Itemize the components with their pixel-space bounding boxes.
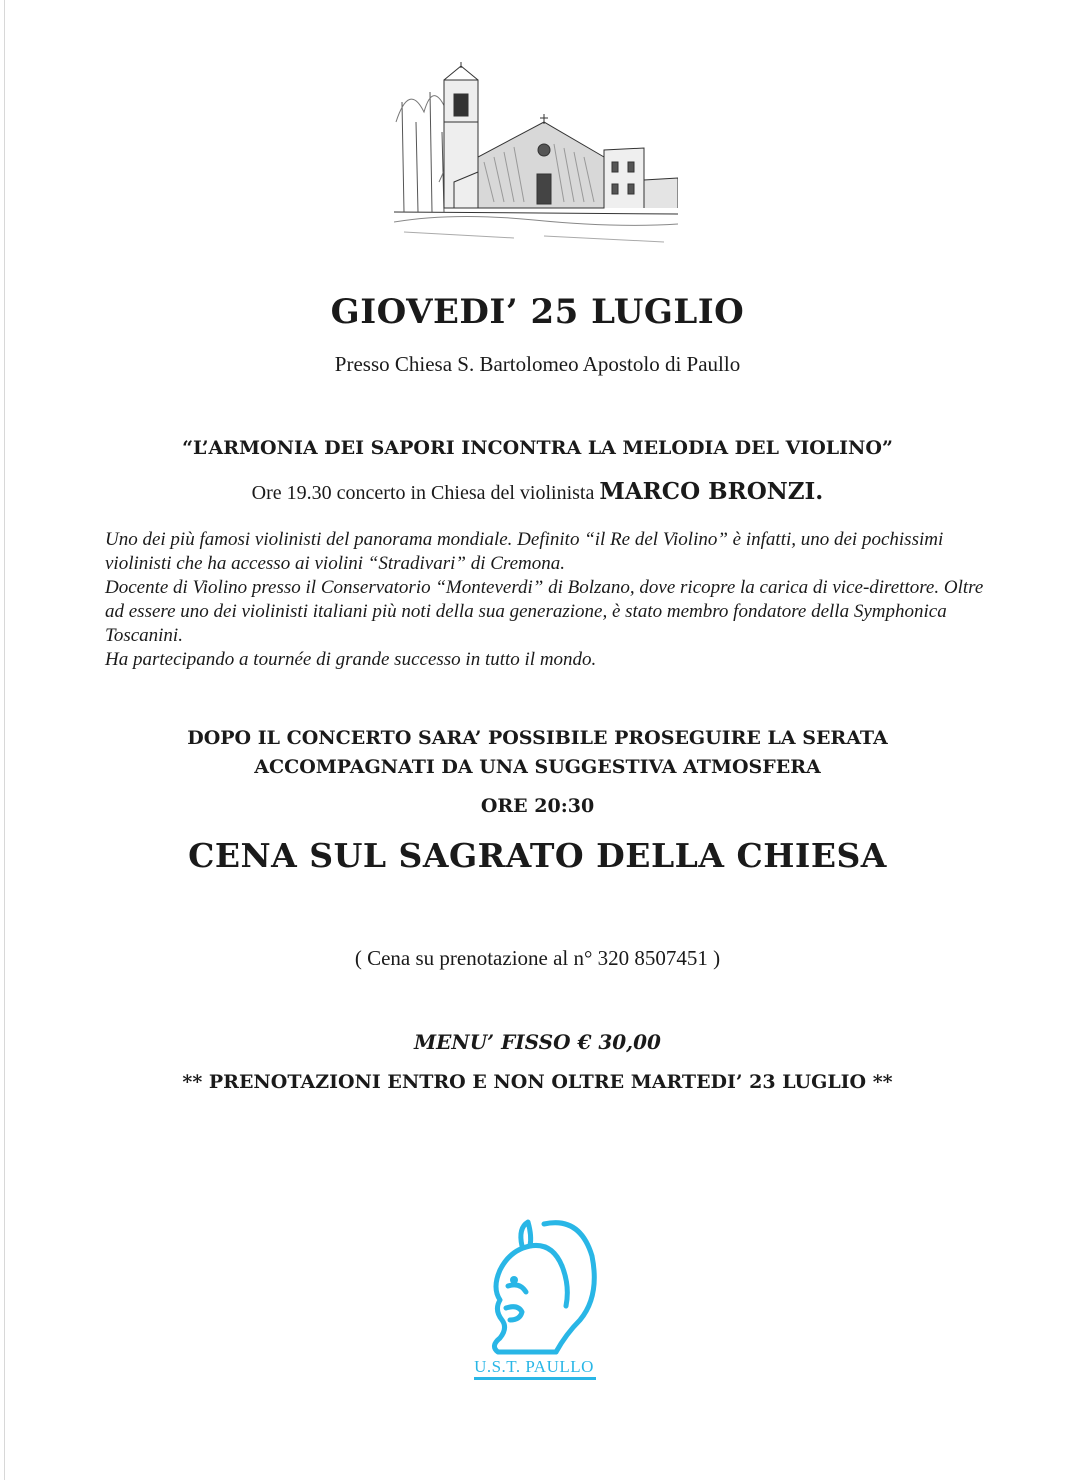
bio-paragraph: Docente di Violino presso il Conservatorio “Monteverdi” di Bolzano, dove ricopre la carica di vice-direttore. Oltre ad essere uno dei violinisti italiani più noti della sua generazione, è stato membro fondatore della Symphonica Toscanini. bbox=[105, 577, 984, 646]
concert-line bbox=[0, 478, 1075, 505]
concert-intro: Ore 19.30 concerto in Chiesa del violinista bbox=[251, 482, 600, 504]
venue-line: Presso Chiesa S. Bartolomeo Apostolo di Paullo bbox=[334, 352, 741, 376]
logo-text: U.S.T. PAULLO bbox=[474, 1357, 594, 1376]
event-date: GIOVEDI’ 25 LUGLIO bbox=[330, 292, 745, 332]
dinner-time: ORE 20:30 bbox=[480, 795, 595, 817]
artist-bio bbox=[105, 528, 985, 672]
concert-title: “L’ARMONIA DEI SAPORI INCONTRA LA MELODIA DEL VIOLINO” bbox=[182, 437, 893, 459]
after-concert-text bbox=[0, 724, 1075, 782]
bio-paragraph: Ha partecipando a tournée di grande successo in tutto il mondo. bbox=[105, 649, 597, 670]
church-sketch-icon bbox=[394, 62, 678, 246]
dinner-title: CENA SUL SAGRATO DELLA CHIESA bbox=[188, 836, 887, 875]
booking-info: ( Cena su prenotazione al n° 320 8507451 ) bbox=[354, 946, 721, 970]
after-line-2: ACCOMPAGNATI DA UNA SUGGESTIVA ATMOSFERA bbox=[254, 756, 821, 778]
after-line-1: DOPO IL CONCERTO SARA’ POSSIBILE PROSEGUIRE LA SERATA bbox=[187, 727, 888, 749]
logo-underline bbox=[474, 1377, 596, 1380]
bio-paragraph: Uno dei più famosi violinisti del panorama mondiale. Definito “il Re del Violino” è infatti, uno dei pochissimi violinisti che ha accesso ai violini “Stradivari” di Cremona. bbox=[105, 529, 944, 574]
menu-price: MENU’ FISSO € 30,00 bbox=[414, 1030, 661, 1054]
booking-deadline: ** PRENOTAZIONI ENTRO E NON OLTRE MARTEDI’ 23 LUGLIO ** bbox=[182, 1071, 893, 1093]
artist-name: MARCO BRONZI. bbox=[599, 478, 824, 505]
